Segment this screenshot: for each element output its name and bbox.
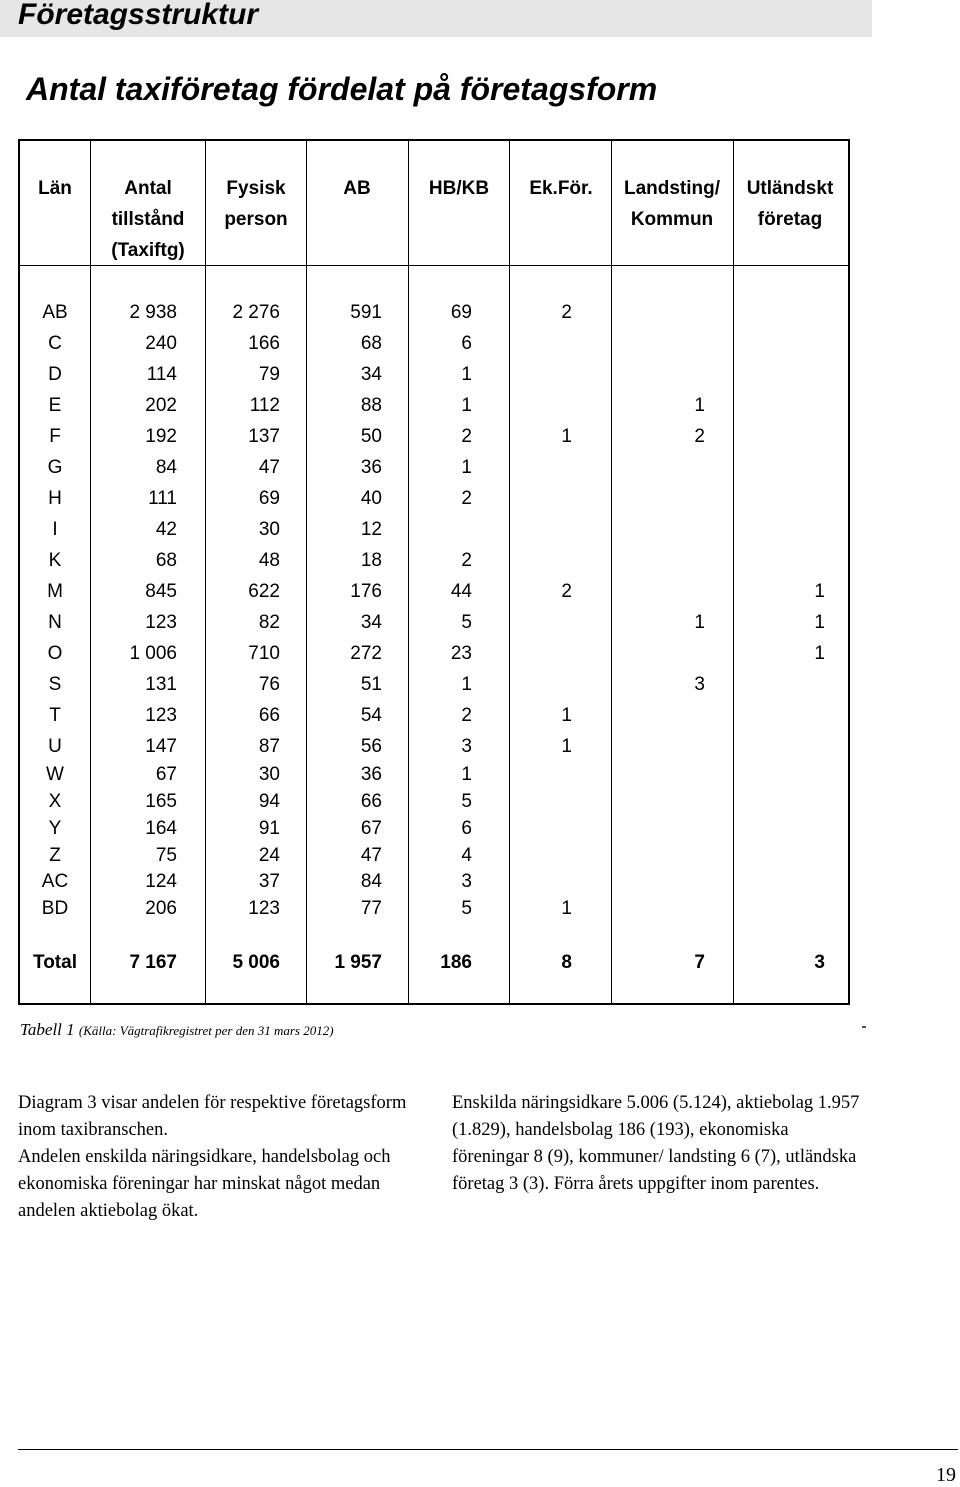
table-cell: 3 [461, 871, 472, 892]
table-cell: 5 [461, 612, 472, 633]
table-cell: 3 [814, 952, 825, 973]
table-cell: 4 [461, 845, 472, 866]
table-cell: 123 [145, 705, 177, 726]
table-cell: 1 006 [129, 643, 177, 664]
column-divider [733, 141, 734, 1003]
caption-source: (Källa: Vägtrafikregistret per den 31 mars 2012) [78, 1023, 334, 1038]
table-cell: 123 [145, 612, 177, 633]
table-cell: 1 [461, 764, 472, 785]
row-label: U [48, 736, 62, 757]
table-cell: 591 [350, 302, 382, 323]
table-cell: 3 [461, 736, 472, 757]
table-cell: 1 [814, 612, 825, 633]
table-cell: 42 [155, 519, 177, 540]
table-cell: 69 [258, 488, 280, 509]
row-label: W [46, 764, 64, 785]
table-cell: 186 [440, 952, 472, 973]
table-cell: 2 [561, 302, 572, 323]
table-cell: 23 [450, 643, 472, 664]
row-label: AC [41, 871, 69, 892]
table-cell: 206 [145, 898, 177, 919]
table-cell: 75 [155, 845, 177, 866]
table-cell: 1 [461, 364, 472, 385]
table-cell: 166 [248, 333, 280, 354]
table-cell: 79 [258, 364, 280, 385]
page-number: 19 [936, 1464, 956, 1486]
table-cell: 1 [561, 736, 572, 757]
row-label: F [49, 426, 61, 447]
table-cell: 47 [360, 845, 382, 866]
table-cell: 36 [360, 457, 382, 478]
table-cell: 84 [155, 457, 177, 478]
row-label: I [52, 519, 58, 540]
table-cell: 5 [461, 791, 472, 812]
row-label: C [48, 333, 62, 354]
table-cell: 112 [249, 395, 280, 416]
table-cell: 34 [360, 364, 382, 385]
column-header: Utländskt [746, 178, 834, 199]
table-cell: 1 [561, 426, 572, 447]
table-cell: 7 [694, 952, 705, 973]
table-cell: 114 [146, 364, 177, 385]
table-cell: 124 [145, 871, 177, 892]
table-cell: 30 [258, 764, 280, 785]
body-text-right [452, 1090, 862, 1198]
table-cell: 147 [145, 736, 177, 757]
column-header: person [224, 209, 288, 230]
table-cell: 1 [461, 674, 472, 695]
table-cell: 50 [360, 426, 382, 447]
table-cell: 67 [360, 818, 382, 839]
table-cell: 5 [461, 898, 472, 919]
table-cell: 12 [360, 519, 382, 540]
table-title: Antal taxiföretag fördelat på företagsform [26, 71, 658, 107]
table-cell: 111 [148, 488, 177, 509]
table-cell: 240 [145, 333, 177, 354]
table-cell: 1 [561, 898, 572, 919]
row-label: O [47, 643, 63, 664]
table-cell: 5 006 [232, 952, 280, 973]
row-label: D [48, 364, 62, 385]
table-cell: 2 [461, 705, 472, 726]
table-cell: 51 [360, 674, 382, 695]
table-cell: 123 [248, 898, 280, 919]
table-cell: 30 [258, 519, 280, 540]
row-label: S [48, 674, 62, 695]
table-cell: 845 [145, 581, 177, 602]
table-cell: 622 [248, 581, 280, 602]
table-cell: 3 [694, 674, 705, 695]
table-cell: 137 [248, 426, 280, 447]
row-label: N [48, 612, 62, 633]
table-cell: 7 167 [129, 952, 177, 973]
column-header: (Taxiftg) [111, 240, 185, 261]
table-cell: 44 [450, 581, 472, 602]
table-cell: 68 [155, 550, 177, 571]
table-cell: 88 [360, 395, 382, 416]
table-cell: 2 276 [232, 302, 280, 323]
table-cell: 2 [694, 426, 705, 447]
row-label: H [48, 488, 62, 509]
body-text-left [18, 1090, 428, 1225]
table-cell: 82 [258, 612, 280, 633]
row-label: T [49, 705, 61, 726]
column-divider [611, 141, 612, 1003]
column-header: Fysisk [226, 178, 286, 199]
table-cell: 24 [258, 845, 280, 866]
table-cell: 1 [694, 612, 705, 633]
row-label: AB [42, 302, 68, 323]
column-header: Ek.För. [529, 178, 593, 199]
table-caption [20, 1019, 334, 1042]
table-cell: 6 [461, 333, 472, 354]
row-label: M [47, 581, 63, 602]
table-cell: 37 [258, 871, 280, 892]
table-cell: 1 [694, 395, 705, 416]
table-cell: 87 [258, 736, 280, 757]
table-cell: 2 [461, 550, 472, 571]
table-cell: 68 [360, 333, 382, 354]
footer-rule [18, 1449, 958, 1450]
table-cell: 6 [461, 818, 472, 839]
table-cell: 94 [258, 791, 280, 812]
column-divider [509, 141, 510, 1003]
row-label: BD [41, 898, 69, 919]
column-header: företag [757, 209, 823, 230]
table-cell: 165 [145, 791, 177, 812]
table-cell: 710 [248, 643, 280, 664]
table-cell: 66 [258, 705, 280, 726]
table-cell: 2 [461, 426, 472, 447]
column-header: Landsting/ [623, 178, 721, 199]
column-header: tillstånd [111, 209, 185, 230]
table-cell: 1 [814, 643, 825, 664]
table-cell: 176 [350, 581, 382, 602]
table-cell: 192 [145, 426, 177, 447]
table-cell: 77 [360, 898, 382, 919]
row-label: G [47, 457, 63, 478]
table-cell: 131 [145, 674, 177, 695]
row-label: Y [48, 818, 62, 839]
row-label: Z [49, 845, 61, 866]
page-header-band [0, 0, 872, 37]
table-cell: 91 [258, 818, 280, 839]
table-cell: 69 [450, 302, 472, 323]
row-label: K [48, 550, 62, 571]
column-header: Län [38, 178, 72, 199]
paragraph: Andelen enskilda näringsidkare, handelsbolag och ekonomiska föreningar har minskat något medan andelen aktiebolag ökat. [18, 1147, 391, 1221]
table-cell: 1 [461, 457, 472, 478]
column-header: Antal [124, 178, 172, 199]
table-cell: 1 [814, 581, 825, 602]
table-cell: 2 938 [129, 302, 177, 323]
table-cell: 272 [350, 643, 382, 664]
table-cell: 202 [145, 395, 177, 416]
caption-label: Tabell 1 [20, 1020, 75, 1039]
table-cell: 34 [360, 612, 382, 633]
row-label: Total [33, 952, 77, 973]
column-header: HB/KB [428, 178, 490, 199]
column-header: Kommun [630, 209, 714, 230]
table-cell: 48 [258, 550, 280, 571]
table-cell: 36 [360, 764, 382, 785]
paragraph: Diagram 3 visar andelen för respektive företagsform inom taxibranschen. [18, 1093, 407, 1140]
row-label: E [48, 395, 62, 416]
table-cell: 1 [561, 705, 572, 726]
table-cell: 18 [360, 550, 382, 571]
table-cell: 1 957 [334, 952, 382, 973]
table-cell: 56 [360, 736, 382, 757]
section-title: Företagsstruktur [18, 0, 259, 31]
table-cell: 67 [155, 764, 177, 785]
table-cell: 47 [258, 457, 280, 478]
table-cell: 40 [360, 488, 382, 509]
column-header: AB [343, 178, 371, 199]
table-cell: 66 [360, 791, 382, 812]
table-cell: 164 [145, 818, 177, 839]
stray-mark [862, 1026, 866, 1028]
row-label: X [48, 791, 62, 812]
table-cell: 84 [360, 871, 382, 892]
table-cell: 2 [561, 581, 572, 602]
table-cell: 2 [461, 488, 472, 509]
data-table [18, 139, 850, 1005]
table-cell: 8 [561, 952, 572, 973]
table-cell: 54 [360, 705, 382, 726]
paragraph: Enskilda näringsidkare 5.006 (5.124), aktiebolag 1.957 (1.829), handelsbolag 186 (193), ekonomiska föreningar 8 (9), kommuner/ landsting 6 (7), utländska företag 3 (3). Förra årets uppgifter inom parentes. [452, 1093, 860, 1194]
table-cell: 76 [258, 674, 280, 695]
table-cell: 1 [461, 395, 472, 416]
